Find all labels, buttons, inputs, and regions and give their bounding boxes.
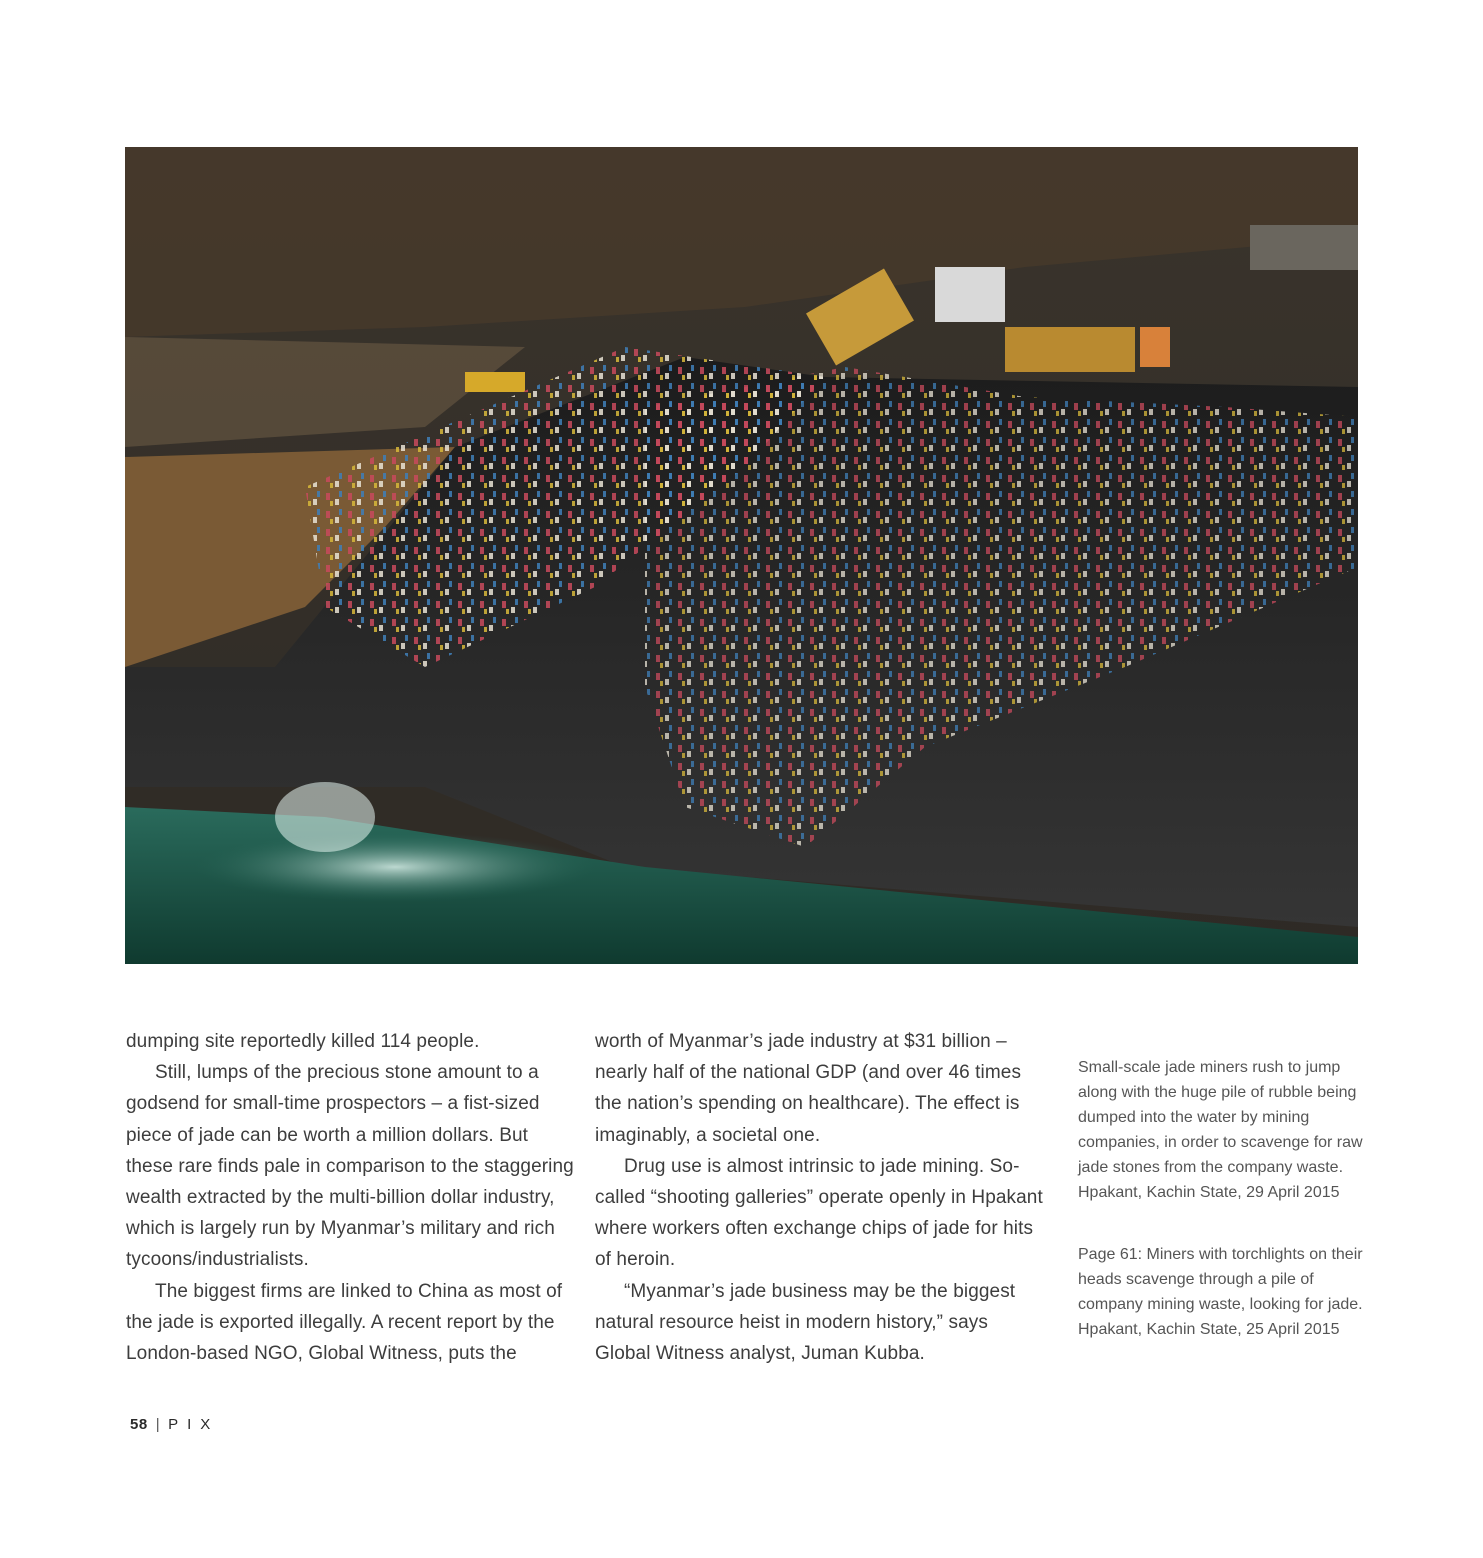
article-paragraph: “Myanmar’s jade business may be the biggest natural resource heist in modern history,” says Global Witness analyst, Juman Kubba. xyxy=(595,1280,1016,1365)
article-paragraph: worth of Myanmar’s jade industry at $31 billion – nearly half of the national GDP (and over 46 times the nation’s spending on healthcare). The effect is imaginably, a societal one. xyxy=(595,1031,1022,1146)
article-paragraph: The biggest firms are linked to China as most of the jade is exported illegally. A recent report by the London-based NGO, Global Witness, puts the xyxy=(126,1280,563,1365)
page-footer xyxy=(130,1416,219,1433)
page-number: 58 xyxy=(130,1416,148,1433)
article-paragraph: Drug use is almost intrinsic to jade mining. So-called “shooting galleries” operate openly in Hpakant where workers often exchange chips of jade for hits of heroin. xyxy=(595,1155,1043,1271)
article-paragraph: Still, lumps of the precious stone amount to a godsend for small-time prospectors – a fist-sized piece of jade can be worth a million dollars. But these rare finds pale in comparison to the staggering wealth extracted by the multi-billion dollar industry, which is largely run by Myanmar’s military and rich tycoons/industrialists. xyxy=(126,1062,574,1271)
article-column-1 xyxy=(126,1026,574,1369)
magazine-name: PIX xyxy=(168,1416,220,1433)
article-column-2 xyxy=(595,1026,1045,1369)
photo-jade-mine-icon xyxy=(125,147,1358,964)
footer-separator: | xyxy=(155,1416,161,1433)
photo-caption: Small-scale jade miners rush to jump along with the huge pile of rubble being dumped into the water by mining companies, in order to scavenge for raw jade stones from the company waste. Hpakant, Kachin State, 29 April 2015 xyxy=(1078,1059,1363,1201)
article-paragraph: dumping site reportedly killed 114 people. xyxy=(126,1031,480,1052)
photo-caption-page-61: Page 61: Miners with torchlights on their heads scavenge through a pile of company mining waste, looking for jade. Hpakant, Kachin State, 25 April 2015 xyxy=(1078,1246,1363,1338)
feature-photo xyxy=(125,147,1358,964)
